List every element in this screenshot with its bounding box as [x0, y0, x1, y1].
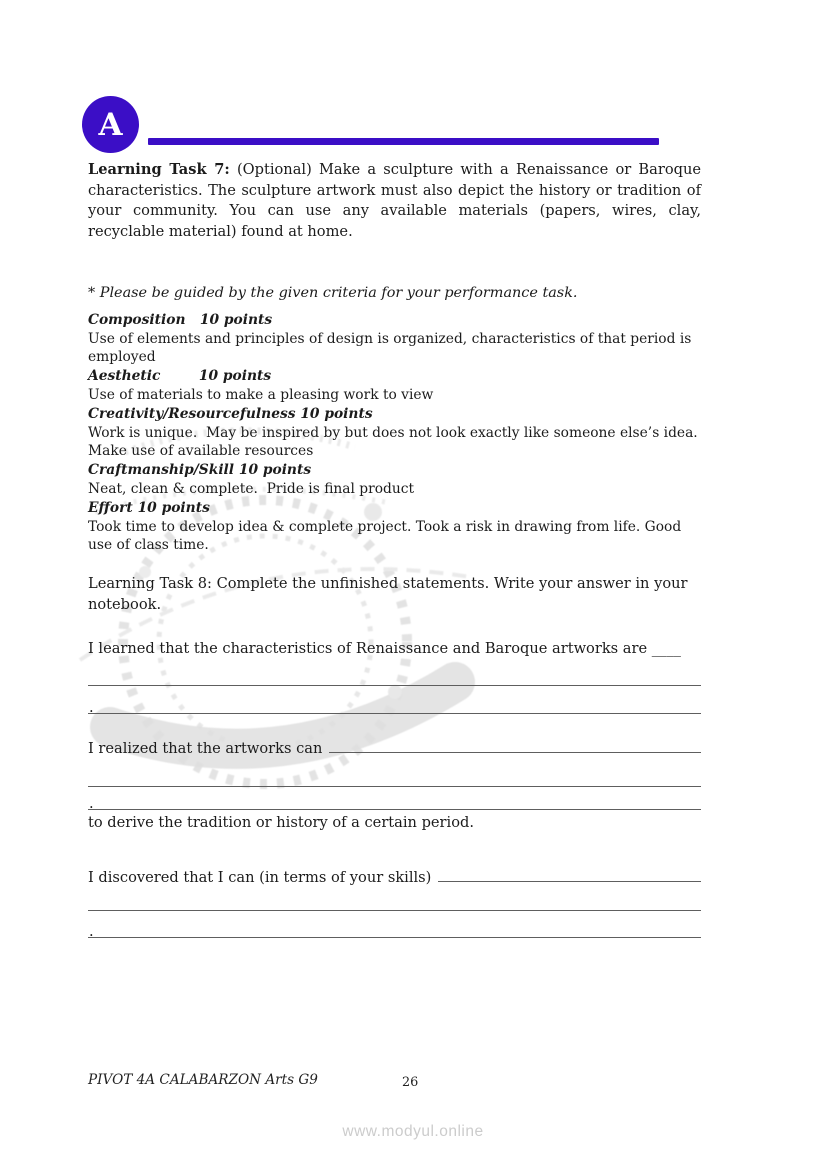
section-divider-line — [148, 138, 659, 145]
criterion-description: Use of materials to make a pleasing work to view — [88, 387, 434, 403]
statement-lead-row — [88, 738, 701, 759]
answer-blank-line — [88, 699, 701, 717]
task7-paragraph — [88, 160, 701, 243]
inline-answer-blank — [329, 740, 701, 753]
statement-lead: I discovered that I can (in terms of your skills) — [88, 869, 432, 887]
criterion-description: Work is unique. May be inspired by but does not look exactly like someone else’s idea. Make use of available resources — [88, 424, 703, 460]
answer-blank-line — [88, 778, 701, 787]
statement-lead: I learned that the characteristics of Renaissance and Baroque artworks are ____ — [88, 640, 681, 658]
statement-lead-row — [88, 867, 701, 888]
criterion-description: Neat, clean & complete. Pride is final product — [88, 480, 415, 497]
statement-tail: to derive the tradition or history of a certain period. — [88, 814, 474, 832]
criterion-heading: Creativity/Resourcefulness 10 points — [88, 405, 373, 422]
task8-label: Learning Task 8: — [88, 575, 212, 593]
statements-section — [88, 638, 701, 941]
blank-line-period: . — [89, 795, 94, 813]
criteria-list — [88, 311, 701, 555]
page-number: 26 — [402, 1075, 419, 1090]
content-column — [88, 160, 703, 941]
section-badge: A — [82, 96, 139, 153]
criterion-heading: Effort 10 points — [88, 499, 210, 516]
task7-text: (Optional) Make a sculpture with a Renaissance or Baroque characteristics. The sculpture artwork must also depict the history or tradition of your community. You can use any available materials (papers, wires, clay, recyclable material) found at home. — [88, 161, 701, 241]
task8-text: Complete the unfinished statements. Write your answer in your notebook. — [88, 575, 688, 614]
site-watermark: www.modyul.online — [342, 1123, 484, 1140]
answer-blank-line — [88, 923, 701, 941]
statement-lead: I realized that the artworks can — [88, 740, 323, 758]
criteria-note: * Please be guided by the given criteria for your performance task. — [88, 284, 578, 301]
answer-blank-line — [88, 677, 701, 686]
answer-blank-line — [88, 902, 701, 911]
criterion-heading: Composition 10 points — [88, 311, 273, 328]
blank-line-period: . — [89, 923, 94, 941]
answer-blank-line — [88, 795, 701, 813]
blank-line-period: . — [89, 699, 94, 717]
criterion-heading: Aesthetic 10 points — [88, 368, 272, 385]
criterion-description: Took time to develop idea & complete project. Took a risk in drawing from life. Good use of class time. — [88, 518, 686, 554]
inline-answer-blank — [438, 869, 701, 882]
criterion-heading: Craftmanship/Skill 10 points — [88, 462, 312, 479]
task8-paragraph — [88, 573, 701, 615]
criterion-description: Use of elements and principles of design is organized, characteristics of that period is employed — [88, 330, 696, 366]
footer-text: PIVOT 4A CALABARZON Arts G9 — [88, 1072, 318, 1088]
task7-label: Learning Task 7: — [88, 161, 230, 178]
